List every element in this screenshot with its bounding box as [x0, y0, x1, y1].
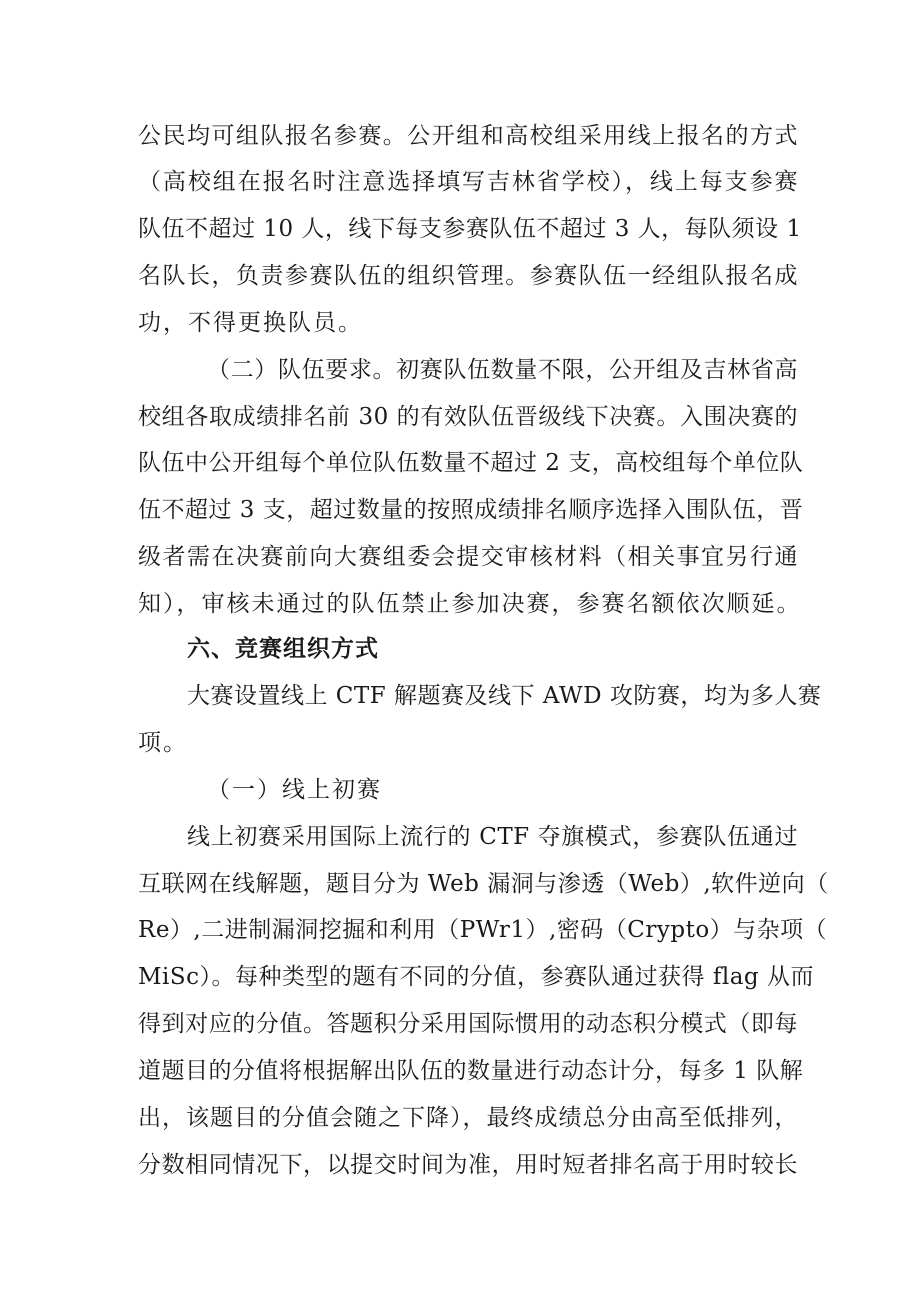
- paragraph-line: 伍不超过 3 支，超过数量的按照成绩排名顺序选择入围队伍，晋: [138, 497, 804, 523]
- paragraph-line: 分数相同情况下，以提交时间为准，用时短者排名高于用时较长: [138, 1152, 798, 1178]
- paragraph-line: 出，该题目的分值会随之下降），最终成绩总分由高至低排列，: [138, 1105, 798, 1131]
- paragraph-line: 队伍不超过 10 人，线下每支参赛队伍不超过 3 人，每队须设 1: [138, 216, 802, 242]
- paragraph-line: 校组各取成绩排名前 30 的有效队伍晋级线下决赛。入围决赛的: [138, 404, 798, 430]
- paragraph-line: 大赛设置线上 CTF 解题赛及线下 AWD 攻防赛，均为多人赛: [187, 683, 822, 709]
- paragraph-line: 队伍中公开组每个单位队伍数量不超过 2 支，高校组每个单位队: [138, 450, 804, 476]
- paragraph-line: 名队长，负责参赛队伍的组织管理。参赛队伍一经组队报名成: [138, 263, 798, 289]
- paragraph-line: 级者需在决赛前向大赛组委会提交审核材料（相关事宜另行通: [138, 544, 798, 570]
- paragraph-line: 道题目的分值将根据解出队伍的数量进行动态计分，每多 1 队解: [138, 1058, 804, 1084]
- paragraph-line: 功，不得更换队员。: [138, 310, 363, 336]
- paragraph-line: MiSc）。每种类型的题有不同的分值，参赛队通过获得 flag 从而: [138, 964, 814, 990]
- paragraph-line: 互联网在线解题，题目分为 Web 漏洞与渗透（Web）,软件逆向（: [138, 871, 829, 897]
- paragraph-line: 公民均可组队报名参赛。公开组和高校组采用线上报名的方式: [138, 123, 798, 149]
- subsection-heading: （一）线上初赛: [207, 777, 382, 803]
- paragraph-line: 线上初赛采用国际上流行的 CTF 夺旗模式，参赛队伍通过: [187, 824, 798, 850]
- paragraph-line: （高校组在报名时注意选择填写吉林省学校），线上每支参赛: [138, 169, 798, 195]
- section-heading: 六、竞赛组织方式: [187, 636, 379, 662]
- paragraph-line: 项。: [138, 730, 188, 756]
- paragraph-line: Re）,二进制漏洞挖掘和利用（PWr1）,密码（Crypto）与杂项（: [138, 917, 828, 943]
- paragraph-line: 知），审核未通过的队伍禁止参加决赛，参赛名额依次顺延。: [138, 591, 802, 617]
- paragraph-line: （二）队伍要求。初赛队伍数量不限，公开组及吉林省高: [207, 357, 798, 383]
- paragraph-line: 得到对应的分值。答题积分采用国际惯用的动态积分模式（即每: [138, 1011, 798, 1037]
